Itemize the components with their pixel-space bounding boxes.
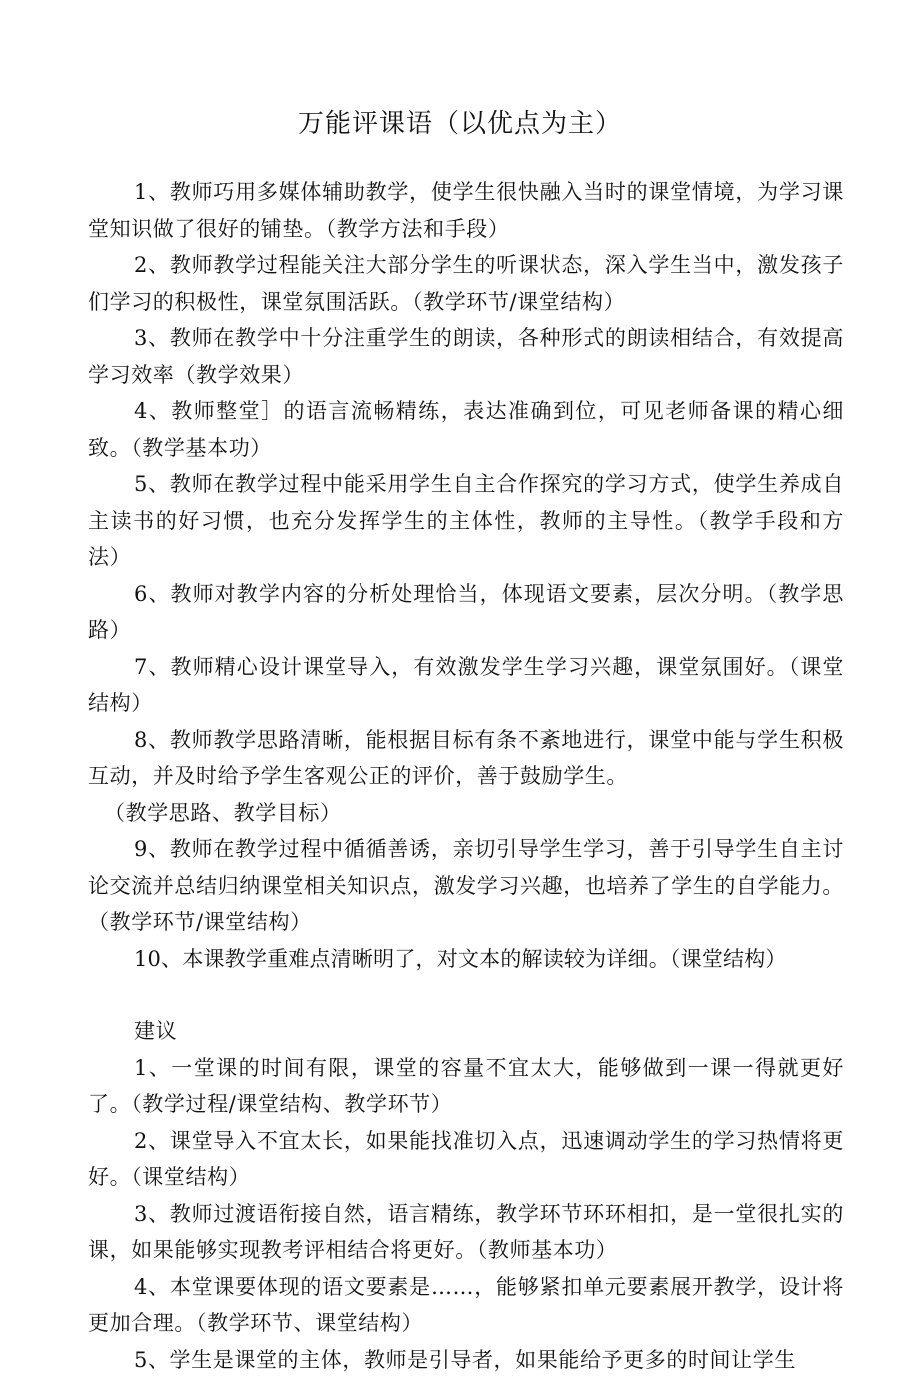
merit-paragraph-8: 8、教师教学思路清晰，能根据目标有条不紊地进行，课堂中能与学生积极互动，并及时给予学生客观公正的评价，善于鼓励学生。 <box>88 722 844 795</box>
suggestion-paragraph-5: 5、学生是课堂的主体，教师是引导者，如果能给予更多的时间让学生 <box>88 1342 844 1378</box>
merit-paragraph-1: 1、教师巧用多媒体辅助教学，使学生很快融入当时的课堂情境，为学习课堂知识做了很好的铺垫。（教学方法和手段） <box>88 174 844 247</box>
suggestions-heading: 建议 <box>88 1013 844 1050</box>
page-title: 万能评课语（以优点为主） <box>0 106 920 142</box>
section-spacer <box>88 977 844 1013</box>
merit-paragraph-7: 7、教师精心设计课堂导入，有效激发学生学习兴趣，课堂氛围好。（课堂结构） <box>88 649 844 722</box>
suggestion-paragraph-4: 4、本堂课要体现的语文要素是……，能够紧扣单元要素展开教学，设计将更加合理。（教学环节、课堂结构） <box>88 1269 844 1342</box>
merit-paragraph-4: 4、教师整堂］的语言流畅精练，表达准确到位，可见老师备课的精心细致。（教学基本功） <box>88 393 844 466</box>
suggestion-paragraph-1: 1、一堂课的时间有限，课堂的容量不宜太大，能够做到一课一得就更好了。（教学过程/课堂结构、教学环节） <box>88 1050 844 1123</box>
merit-paragraph-8-note: （教学思路、教学目标） <box>88 795 844 832</box>
merit-paragraph-5: 5、教师在教学过程中能采用学生自主合作探究的学习方式，使学生养成自主读书的好习惯，也充分发挥学生的主体性，教师的主导性。（教学手段和方法） <box>88 466 844 576</box>
suggestion-paragraph-2: 2、课堂导入不宜太长，如果能找准切入点，迅速调动学生的学习热情将更好。（课堂结构） <box>88 1123 844 1196</box>
merit-paragraph-6: 6、教师对教学内容的分析处理恰当，体现语文要素，层次分明。（教学思路） <box>88 576 844 649</box>
merit-paragraph-10: 10、本课教学重难点清晰明了，对文本的解读较为详细。（课堂结构） <box>88 941 844 978</box>
document-body <box>88 174 844 1378</box>
merit-paragraph-9: 9、教师在教学过程中循循善诱，亲切引导学生学习，善于引导学生自主讨论交流并总结归纳课堂相关知识点，激发学习兴趣，也培养了学生的自学能力。（教学环节/课堂结构） <box>88 831 844 941</box>
merit-paragraph-3: 3、教师在教学中十分注重学生的朗读，各种形式的朗读相结合，有效提高学习效率（教学效果） <box>88 320 844 393</box>
merit-paragraph-2: 2、教师教学过程能关注大部分学生的听课状态，深入学生当中，激发孩子们学习的积极性，课堂氛围活跃。（教学环节/课堂结构） <box>88 247 844 320</box>
suggestion-paragraph-3: 3、教师过渡语衔接自然，语言精练，教学环节环环相扣，是一堂很扎实的课，如果能够实现教考评相结合将更好。（教师基本功） <box>88 1196 844 1269</box>
